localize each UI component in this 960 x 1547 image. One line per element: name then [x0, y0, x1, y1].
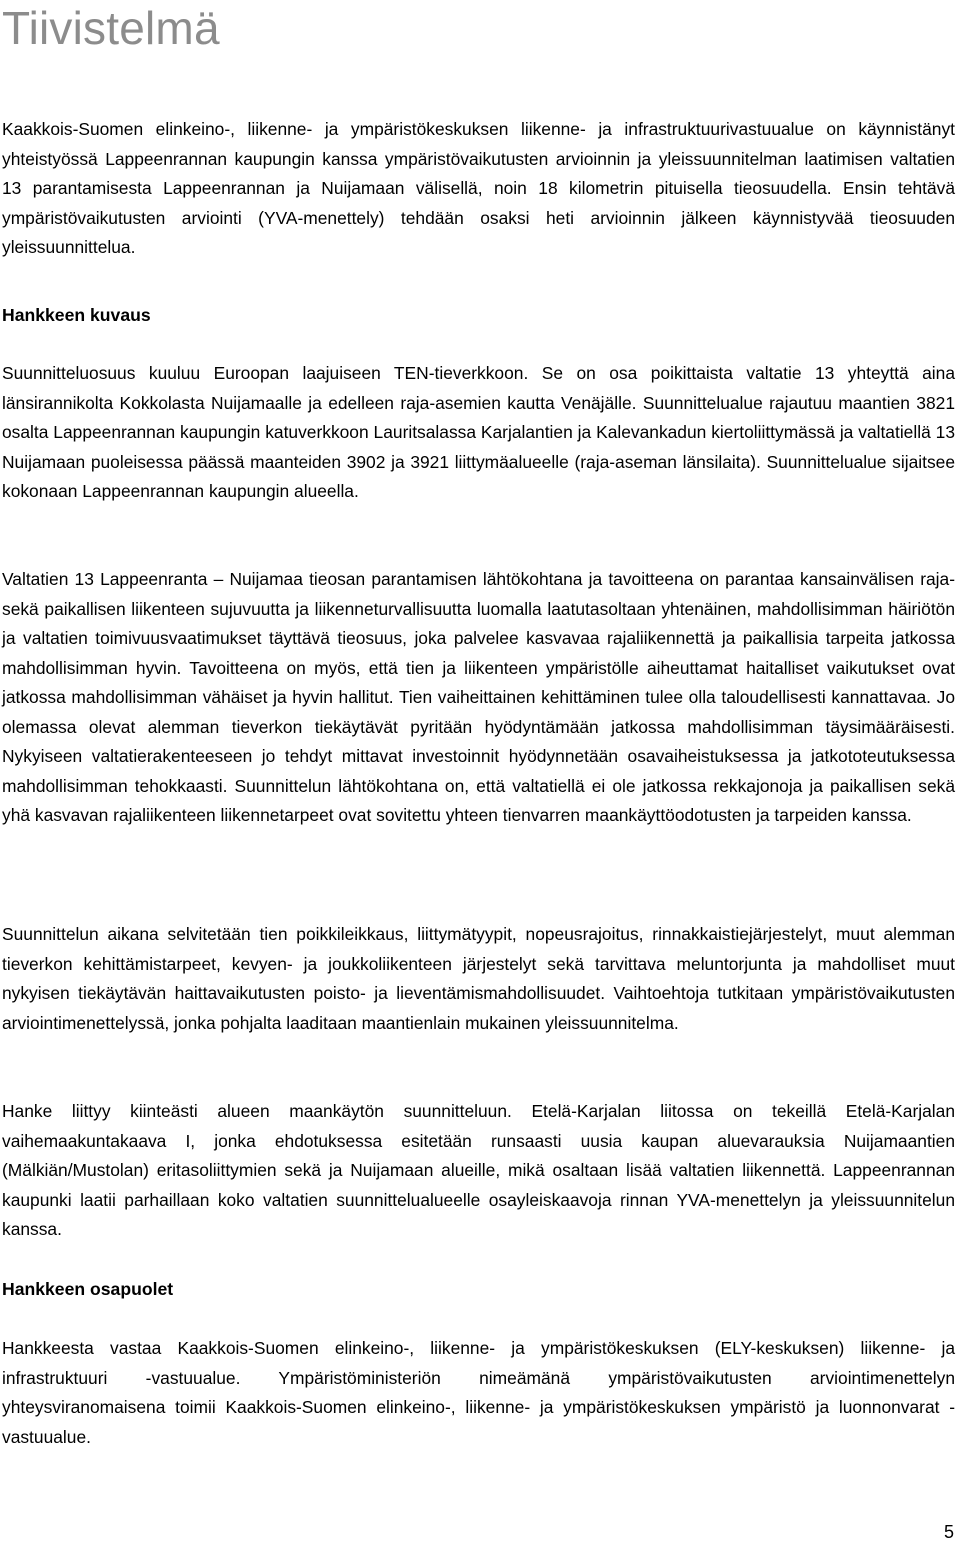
section-heading-hankkeen-osapuolet: Hankkeen osapuolet	[2, 1279, 174, 1299]
intro-paragraph: Kaakkois-Suomen elinkeino-, liikenne- ja ympäristökeskuksen liikenne- ja infrastruktuurivastuualue on käynnistänyt yhteistyössä Lappeenrannan kaupungin kanssa ympäristövaikutusten arvioinnin ja yleissuunnitelman laatimisen valtatien 13 parantamisesta Lappeenrannan ja Nuijamaan välisellä, noin 18 kilometrin pituisella tieosuudella. Ensin tehtävä ympäristövaikutusten arviointi (YVA-menettely) tehdään osaksi heti arvioinnin jälkeen käynnistyvää tieosuuden yleissuunnittelua.	[2, 119, 955, 257]
page-title: Tiivistelmä	[2, 2, 220, 54]
page-number: 5	[943, 1522, 954, 1542]
parties-paragraph: Hankkeesta vastaa Kaakkois-Suomen elinkeino-, liikenne- ja ympäristökeskuksen (ELY-keskuksen) liikenne- ja infrastruktuuri -vastuualue. Ympäristöministeriön nimeämänä ympäristövaikutusten arviointimenettelyn yhteysviranomaisena toimii Kaakkois-Suomen elinkeino-, liikenne- ja ympäristökeskuksen ympäristö ja luonnonvarat -vastuualue.	[2, 1338, 955, 1447]
description-paragraph-4: Hanke liittyy kiinteästi alueen maankäytön suunnitteluun. Etelä-Karjalan liitossa on tekeillä Etelä-Karjalan vaihemaakuntakaava I, jonka ehdotuksessa esitetään runsaasti uusia kaupan aluevarauksia Nuijamaantien (Mälkiän/Mustolan) eritasoliittymien sekä ja Nuijamaan alueille, mikä osaltaan lisää valtatien liikennettä. Lappeenrannan kaupunki laatii parhaillaan koko valtatien suunnittelualueelle osayleiskaavoja rinnan YVA-menettelyn ja yleissuunnitelun kanssa.	[2, 1101, 955, 1239]
description-paragraph-2: Valtatien 13 Lappeenranta – Nuijamaa tieosan parantamisen lähtökohtana ja tavoitteena on parantaa kansainvälisen raja- sekä paikallisen liikenteen sujuvuutta ja liikenneturvallisuutta luomalla laatutasoltaan yhtenäinen, mahdollisimman häiriötön ja valtatien toimivuusvaatimukset täyttävä tieosuus, joka palvelee kasvavaa rajaliikennettä ja paikallisia tarpeita jatkossa mahdollisimman hyvin. Tavoitteena on myös, että tien ja liikenteen ympäristölle aiheuttamat haitalliset vaikutukset ovat jatkossa mahdollisimman vähäiset ja hyvin hallitut. Tien vaiheittainen kehittäminen tulee olla taloudellisesti kannattavaa. Jo olemassa olevat alemman tieverkon tiekäytävät pyritään hyödyntämään jatkossa mahdollisimman täysimääräisesti. Nykyiseen valtatierakenteeseen jo tehdyt mittavat investoinnit hyödynnetään osavaiheistuksessa ja jatkototeutuksessa mahdollisimman tehokkaasti. Suunnittelun lähtökohtana on, että valtatiellä ei ole jatkossa rekkajonoja ja paikallisen sekä yhä kasvavan rajaliikenteen liikennetarpeet ovat sovitettu yhteen tienvarren maankäyttöodotusten ja tarpeiden kanssa.	[2, 569, 955, 825]
description-paragraph-3: Suunnittelun aikana selvitetään tien poikkileikkaus, liittymätyypit, nopeusrajoitus, rinnakkaistiejärjestelyt, muut alemman tieverkon kehittämistarpeet, kevyen- ja joukkoliikenteen järjestelyt sekä tarvittava meluntorjunta ja mahdolliset muut nykyisen tiekäytävän haittavaikutusten poisto- ja lieventämismahdollisuudet. Vaihtoehtoja tutkitaan ympäristövaikutusten arviointimenettelyssä, jonka pohjalta laaditaan maantienlain mukainen yleissuunnitelma.	[2, 924, 955, 1033]
section-heading-hankkeen-kuvaus: Hankkeen kuvaus	[2, 305, 151, 325]
description-paragraph-1: Suunnitteluosuus kuuluu Euroopan laajuiseen TEN-tieverkkoon. Se on osa poikittaista valtatie 13 yhteyttä aina länsirannikolta Kokkolasta Nuijamaalle ja edelleen raja-asemien kautta Venäjälle. Suunnittelualue rajautuu maantien 3821 osalta Lappeenrannan kaupungin katuverkkoon Lauritsalassa Karjalantien ja Kalevankadun kiertoliittymässä ja valtatiellä 13 Nuijamaan puoleisessa päässä maanteiden 3902 ja 3921 liittymäalueelle (raja-aseman länsilaita). Suunnittelualue sijaitsee kokonaan Lappeenrannan kaupungin alueella.	[2, 363, 955, 501]
